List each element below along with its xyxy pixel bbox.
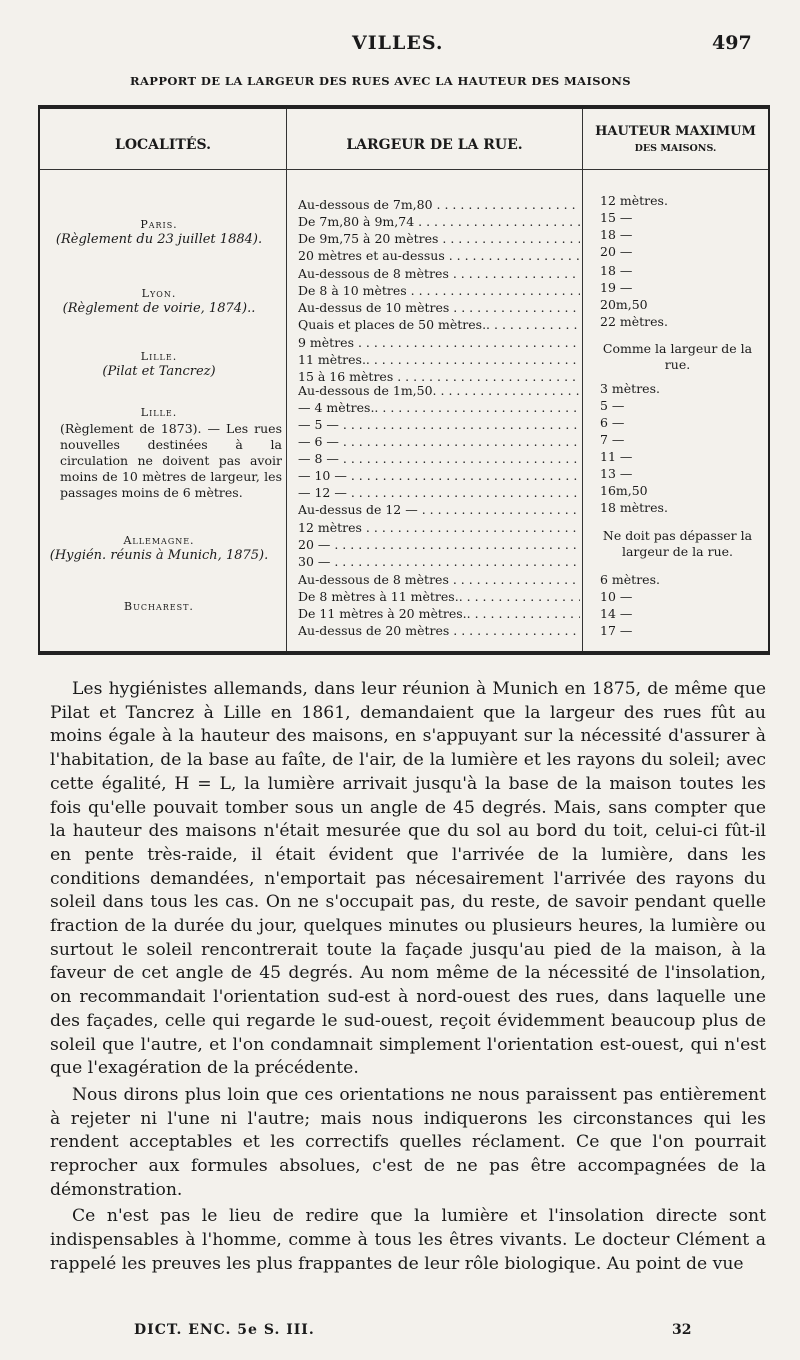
- width-row: Au-dessous de 8 mètres . . .: [298, 572, 580, 588]
- width-row: Au-dessus de 10 mètres . . .: [298, 300, 580, 316]
- height-value: 20 —: [600, 244, 633, 259]
- width-row: Au-dessous de 7m,80 . . .: [298, 197, 580, 213]
- height-value: 10 —: [600, 589, 633, 604]
- width-row: — 5 — . . .: [298, 417, 580, 433]
- footer-sheet-number: 32: [672, 1322, 692, 1338]
- paragraph: Nous dirons plus loin que ces orientations ne nous paraissent pas entièrement à rejeter ni l'une ni l'autre; mais nous indiquerons les circonstances qui les rendent acceptables et les correctifs quelles réclament. Ce que l'on pourrait reprocher aux formules absolues, c'est de ne pas être accompagnées de la démonstration.: [50, 1084, 766, 1200]
- height-value: 17 —: [600, 623, 633, 638]
- paragraph: Les hygiénistes allemands, dans leur réunion à Munich en 1875, de même que Pilat et Tancrez à Lille en 1861, demandaient que la largeur des rues fût au moins égale à la hauteur des maisons, en s'appuyant sur la nécessité d'assurer à l'habitation, de la base au faîte, de l'air, de la lumière et les rayons du soleil; avec cette égalité, H = L, la lumière arrivait jusqu'à la base de la maison toutes les fois qu'elle pouvait tomber sous un angle de 45 degrés. Mais, sans compter que la hauteur des maisons n'était mesurée que du sol au bord du toit, celui-ci fût-il en pente très-raide, il était évident que l'arrivée de la lumière, dans les conditions demandées, n'emportait pas nécesairement l'arrivée des rayons du soleil dans tous les cas. On ne s'occupait pas, du reste, de savoir pendant quelle fraction de la durée du jour, quelques minutes ou plusieurs heures, la lumière ou surtout le soleil rencontrerait toute la façade jusqu'au pied de la maison, à la faveur de cet angle de 45 degrés. Au nom même de la nécessité de l'insolation, on recommandait l'orientation sud-est à nord-ouest des rues, dans laquelle une des façades, celle qui regarde le sud-ouest, reçoit évidemment beaucoup plus de soleil que l'autre, et l'on condamnait simplement l'orientation est-ouest, qui n'est que l'exagération de la précédente.: [50, 679, 766, 1079]
- locality-city: Lyon.: [141, 287, 177, 300]
- locality-note: (Règlement du 23 juillet 1884).: [55, 232, 263, 247]
- width-row: De 7m,80 à 9m,74 . . .: [298, 214, 580, 230]
- header-hauteur-main: HAUTEUR MAXIMUM: [595, 124, 756, 139]
- height-value: 22 mètres.: [600, 314, 668, 329]
- height-text: Ne doit pas dépasser la largeur de la rue.: [602, 528, 753, 559]
- width-row: De 8 à 10 mètres . . .: [298, 283, 580, 299]
- locality-city: Paris.: [140, 218, 178, 231]
- header-largeur: LARGEUR DE LA RUE.: [346, 137, 523, 153]
- height-value: 6 —: [600, 415, 625, 430]
- column-divider: [582, 109, 583, 651]
- width-row: De 9m,75 à 20 mètres . . .: [298, 231, 580, 247]
- width-row: 11 mètres.. . . .: [298, 352, 580, 368]
- column-divider: [286, 109, 287, 651]
- locality-allemagne: [40, 533, 278, 563]
- width-row: De 8 mètres à 11 mètres.. . . .: [298, 589, 580, 605]
- width-row: 9 mètres . . .: [298, 335, 580, 351]
- header-localites: LOCALITÉS.: [114, 137, 211, 153]
- locality-city: Lille.: [140, 350, 178, 363]
- page-number: 497: [712, 32, 752, 54]
- locality-lyon: [40, 286, 278, 316]
- running-head: [0, 30, 800, 58]
- body-text: [50, 678, 766, 1277]
- height-value: 14 —: [600, 606, 633, 621]
- running-head-title: VILLES.: [352, 32, 444, 54]
- height-value: 18 —: [600, 227, 633, 242]
- width-row: De 11 mètres à 20 mètres.. . . .: [298, 606, 580, 622]
- locality-lille-1873-title: [40, 405, 278, 420]
- width-row: 15 à 16 mètres . . .: [298, 369, 580, 385]
- height-value: 19 —: [600, 280, 633, 295]
- locality-note: (Règlement de voirie, 1874)..: [62, 301, 256, 316]
- locality-note: (Hygién. réunis à Munich, 1875).: [49, 548, 269, 563]
- width-row: 30 — . . .: [298, 554, 580, 570]
- width-row: Au-dessous de 1m,50. . . .: [298, 383, 580, 399]
- width-row: 12 mètres . . .: [298, 520, 580, 536]
- height-value: 16m,50: [600, 483, 648, 498]
- height-value: 5 —: [600, 398, 625, 413]
- locality-note: (Pilat et Tancrez): [102, 364, 216, 379]
- width-row: — 6 — . . .: [298, 434, 580, 450]
- width-row: Au-dessus de 12 — . . .: [298, 502, 580, 518]
- locality-city: Lille.: [140, 406, 178, 419]
- width-row: 20 mètres et au-dessus . . .: [298, 248, 580, 264]
- width-row: 20 — . . .: [298, 537, 580, 553]
- width-row: Quais et places de 50 mètres.. . . .: [298, 317, 580, 333]
- footer: [0, 1322, 800, 1346]
- height-value: 11 —: [600, 449, 633, 464]
- width-row: — 4 mètres.. . . .: [298, 400, 580, 416]
- locality-city: Bucharest.: [124, 600, 194, 613]
- height-text: Comme la largeur de la rue.: [602, 341, 753, 372]
- locality-bucharest: [40, 599, 278, 614]
- width-row: — 12 — . . .: [298, 485, 580, 501]
- height-value: 3 mètres.: [600, 381, 660, 396]
- height-value: 20m,50: [600, 297, 648, 312]
- table-caption: RAPPORT DE LA LARGEUR DES RUES AVEC LA HAUTEUR DES MAISONS: [130, 74, 631, 88]
- paragraph: Ce n'est pas le lieu de redire que la lumière et l'insolation directe sont indispensables à l'homme, comme à tous les êtres vivants. Le docteur Clément a rappelé les preuves les plus frappantes de leur rôle biologique. Au point de vue: [50, 1206, 766, 1274]
- width-row: Au-dessous de 8 mètres . . .: [298, 266, 580, 282]
- locality-city: Allemagne.: [123, 534, 195, 547]
- height-value: 15 —: [600, 210, 633, 225]
- height-value: 6 mètres.: [600, 572, 660, 587]
- locality-lille-1873-note: (Règlement de 1873). — Les rues nouvelles destinées à la circulation ne doivent pas avoir moins de 10 mètres de largeur, les passages moins de 6 mètres.: [60, 421, 282, 500]
- width-row: — 10 — . . .: [298, 468, 580, 484]
- locality-paris: [40, 217, 278, 247]
- height-value: 12 mètres.: [600, 193, 668, 208]
- height-value: 7 —: [600, 432, 625, 447]
- height-value: 18 —: [600, 263, 633, 278]
- header-hauteur-sub: DES MAISONS.: [634, 143, 717, 154]
- footer-signature: DICT. ENC. 5e S. III.: [134, 1322, 315, 1338]
- height-value: 13 —: [600, 466, 633, 481]
- locality-lille-pilat: [40, 349, 278, 379]
- header-separator: [40, 169, 768, 170]
- height-value: 18 mètres.: [600, 500, 668, 515]
- width-row: Au-dessus de 20 mètres . . .: [298, 623, 580, 639]
- header-hauteur: [583, 123, 768, 157]
- street-width-table: [38, 105, 770, 655]
- width-row: — 8 — . . .: [298, 451, 580, 467]
